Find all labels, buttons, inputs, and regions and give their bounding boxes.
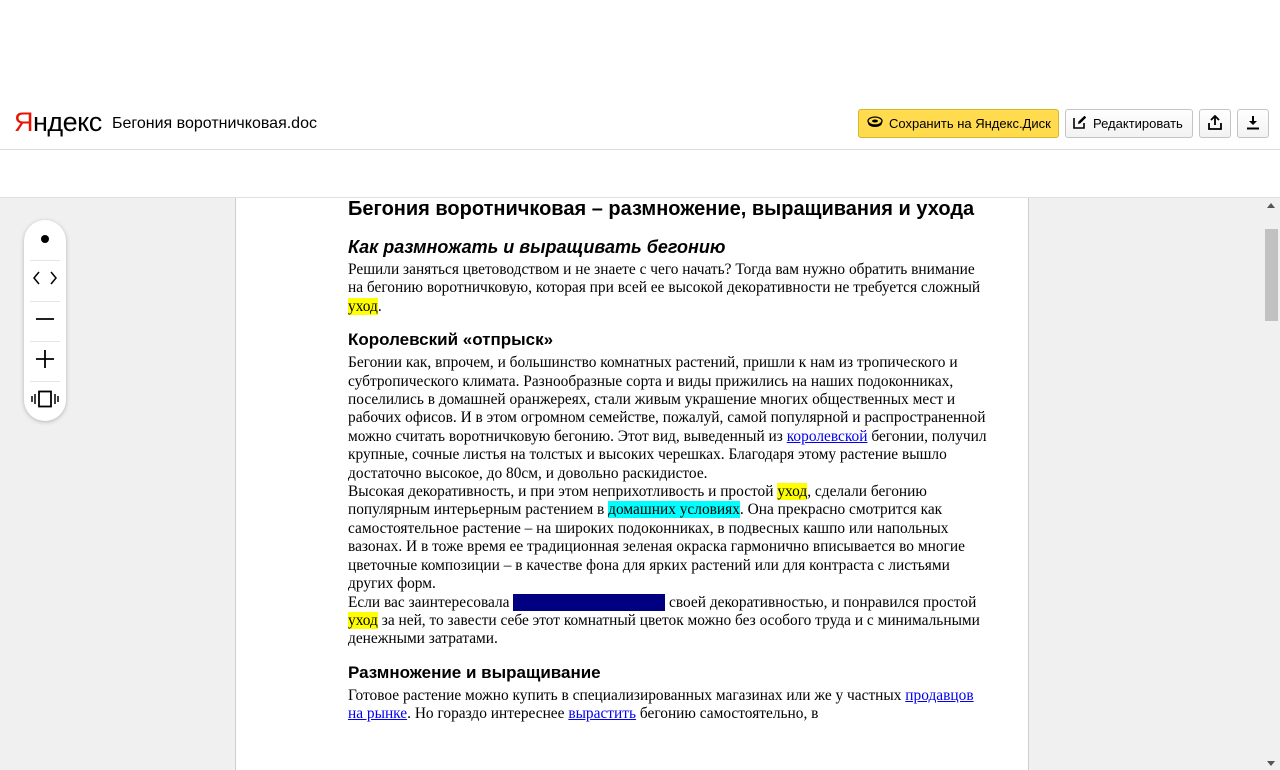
paragraph	[348, 483, 988, 593]
zoom-toolbar	[24, 220, 66, 421]
text-span: Решили заняться цветоводством и не знаете с чего начать? Тогда вам нужно обратить внимание на бегонию воротничковую, которая при всей ее высокой декоративности не требуется сложный	[348, 261, 981, 297]
paragraph	[348, 594, 988, 649]
fit-width-button[interactable]	[24, 260, 66, 300]
section-heading-growing: Размножение и выращивание	[348, 662, 601, 682]
document-page	[235, 197, 1029, 770]
paragraph	[348, 354, 988, 483]
yandex-logo[interactable]	[14, 107, 102, 138]
text-span: Готовое растение можно купить в специализированных магазинах или же у частных	[348, 686, 906, 704]
text-span: .	[377, 297, 382, 315]
logo-rest: ндекс	[33, 107, 102, 137]
highlighted-keyword: уход	[777, 483, 808, 501]
link-market[interactable]: продавцов на рынке	[348, 686, 974, 723]
scroll-up-arrow-icon[interactable]	[1267, 203, 1275, 208]
link-royal[interactable]: королевской	[786, 427, 868, 445]
text-span: , сделали бегонию популярным интерьерным растением в	[348, 483, 927, 519]
share-button[interactable]	[1199, 109, 1231, 138]
edit-label: Редактировать	[1093, 116, 1183, 131]
document-heading: Бегония воротничковая – размножение, выращивания и ухода	[348, 198, 975, 220]
download-button[interactable]	[1237, 109, 1269, 138]
text-span: бегонию самостоятельно, в	[636, 705, 819, 723]
single-page-button[interactable]	[24, 220, 66, 260]
link-grow[interactable]: вырастить	[568, 705, 637, 723]
zoom-out-button[interactable]	[24, 301, 66, 341]
zoom-in-button[interactable]	[24, 341, 66, 381]
paragraph	[348, 687, 988, 724]
text-span: Высокая декоративность, и при этом неприхотливость и простой	[348, 483, 778, 501]
text-span: за ней, то завести себе этот комнатный цветок можно без особого труда и с минимальными денежными затратами.	[348, 611, 980, 648]
section-heading-propagation: Как размножать и выращивать бегонию	[348, 237, 726, 257]
text-span: своей декоративностью, и понравился простой	[665, 593, 977, 611]
text-span: . Она прекрасно смотрится как самостоятельное растение – на широких подоконниках, в подвесных кашпо или напольных вазонах. И в тоже время ее традиционная зеленая окраска гармонично вписывается во многие цветочные композиции – в качестве фона для ярких растений или для контраста с листьями других форм.	[348, 501, 965, 593]
document-viewer[interactable]	[0, 197, 1280, 770]
logo-first-letter: Я	[14, 107, 33, 137]
text-span: Бегонии как, впрочем, и большинство комнатных растений, пришли к нам из тропического и субтропического климата. Разнообразные сорта и виды прижились на наших подоконниках, поселились в домашней оранжереях, стали живым украшение многих общественных мест и рабочих офисов. И в этом огромном семействе, пожалуй, самой популярной и распространенной можно считать воротничковую бегонию. Этот вид, выведенный из	[348, 354, 986, 445]
scrollbar-thumb[interactable]	[1265, 229, 1278, 321]
disk-icon	[867, 116, 883, 131]
vertical-scrollbar[interactable]	[1263, 198, 1280, 770]
scroll-down-arrow-icon[interactable]	[1267, 761, 1275, 766]
highlighted-keyword: бегония воротничковая	[513, 593, 666, 611]
upload-icon	[1208, 115, 1222, 133]
highlighted-keyword: уход	[348, 611, 378, 629]
minus-icon	[35, 309, 55, 334]
edit-button[interactable]	[1065, 109, 1193, 138]
text-span: Если вас заинтересовала	[348, 593, 514, 611]
section-heading-royal: Королевский «отпрыск»	[348, 330, 554, 350]
save-to-disk-button[interactable]	[858, 109, 1059, 138]
save-to-disk-label: Сохранить на Яндекс.Диск	[889, 116, 1051, 131]
arrows-horizontal-icon	[32, 270, 58, 291]
highlighted-keyword: домашних условиях	[608, 501, 740, 519]
document-content	[348, 197, 988, 724]
fit-page-icon	[30, 390, 60, 413]
download-icon	[1246, 115, 1260, 133]
pencil-icon	[1073, 115, 1087, 132]
plus-icon	[35, 349, 55, 374]
text-span: бегонии, получил крупные, сочные листья на толстых и высоких черешках. Благодаря этому растение вышло достаточно высокое, до 80см, и довольно раскидистое.	[348, 427, 987, 482]
highlighted-keyword: уход	[348, 297, 378, 315]
text-span: . Но гораздо интереснее	[407, 705, 569, 723]
paragraph	[348, 261, 988, 316]
dot-icon	[40, 231, 50, 249]
document-title: Бегония воротничковая.doc	[112, 115, 317, 132]
app-header	[0, 97, 1280, 150]
fit-page-button[interactable]	[24, 381, 66, 421]
